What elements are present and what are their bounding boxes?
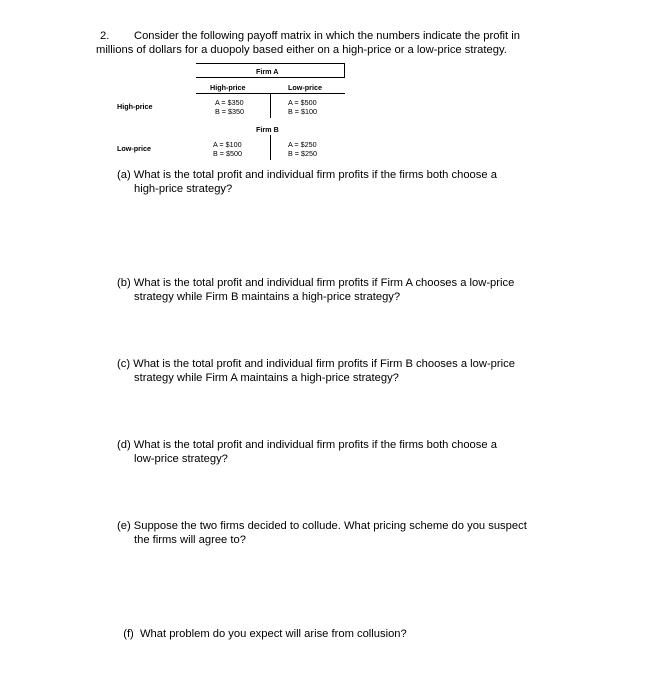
intro-line-1: Consider the following payoff matrix in which the numbers indicate the profit in [134,30,520,42]
subquestion-e [117,520,559,547]
cell-high-low-a: A = $500 [288,98,317,107]
firm-a-label: Firm A [256,67,279,76]
subquestion-f-line-1: (f) What problem do you expect will arise from collusion? [123,627,407,640]
row-high-price: High-price [117,102,153,111]
matrix-header-divider [196,77,345,78]
subquestion-a-line-1: (a) What is the total profit and individual firm profits if the firms both choose a [117,169,497,181]
cell-high-high [215,98,244,116]
subquestion-a [117,169,559,196]
cell-high-high-a: A = $350 [215,98,244,107]
intro-line-2: millions of dollars for a duopoly based either on a high-price or a low-price strategy. [96,43,507,56]
row-low-price: Low-price [117,144,151,153]
subquestion-d-line-1: (d) What is the total profit and individual firm profits if the firms both choose a [117,439,497,451]
question-number: 2. [100,30,110,42]
subquestion-d-line-2: low-price strategy? [134,452,228,465]
cell-high-low [288,98,317,116]
firm-b-label: Firm B [256,125,279,134]
cell-low-high [213,140,242,158]
subquestion-c-line-2: strategy while Firm A maintains a high-price strategy? [134,371,399,384]
column-high-price: High-price [210,83,246,92]
question-intro [96,30,566,57]
matrix-right-border [344,63,345,77]
subquestion-d [117,439,559,466]
cell-low-low-a: A = $250 [288,140,317,149]
matrix-center-divider-top [270,93,271,118]
cell-low-low [288,140,317,158]
subquestion-a-line-2: high-price strategy? [134,182,233,195]
cell-low-high-b: B = $500 [213,149,242,158]
subquestion-f [117,614,559,641]
cell-low-high-a: A = $100 [213,140,242,149]
subquestion-b-line-1: (b) What is the total profit and individual firm profits if Firm A chooses a low-price [117,277,515,289]
subquestion-e-line-2: the firms will agree to? [134,533,246,546]
matrix-center-divider-bottom [270,135,271,160]
cell-low-low-b: B = $250 [288,149,317,158]
subquestion-c [117,358,559,385]
subquestion-e-line-1: (e) Suppose the two firms decided to collude. What pricing scheme do you suspect [117,520,527,532]
subquestion-b [117,277,559,304]
column-low-price: Low-price [288,83,322,92]
cell-high-high-b: B = $350 [215,107,244,116]
matrix-top-border [196,63,345,64]
subquestion-b-line-2: strategy while Firm B maintains a high-price strategy? [134,290,401,303]
subquestion-c-line-1: (c) What is the total profit and individual firm profits if Firm B chooses a low-price [117,358,515,370]
cell-high-low-b: B = $100 [288,107,317,116]
